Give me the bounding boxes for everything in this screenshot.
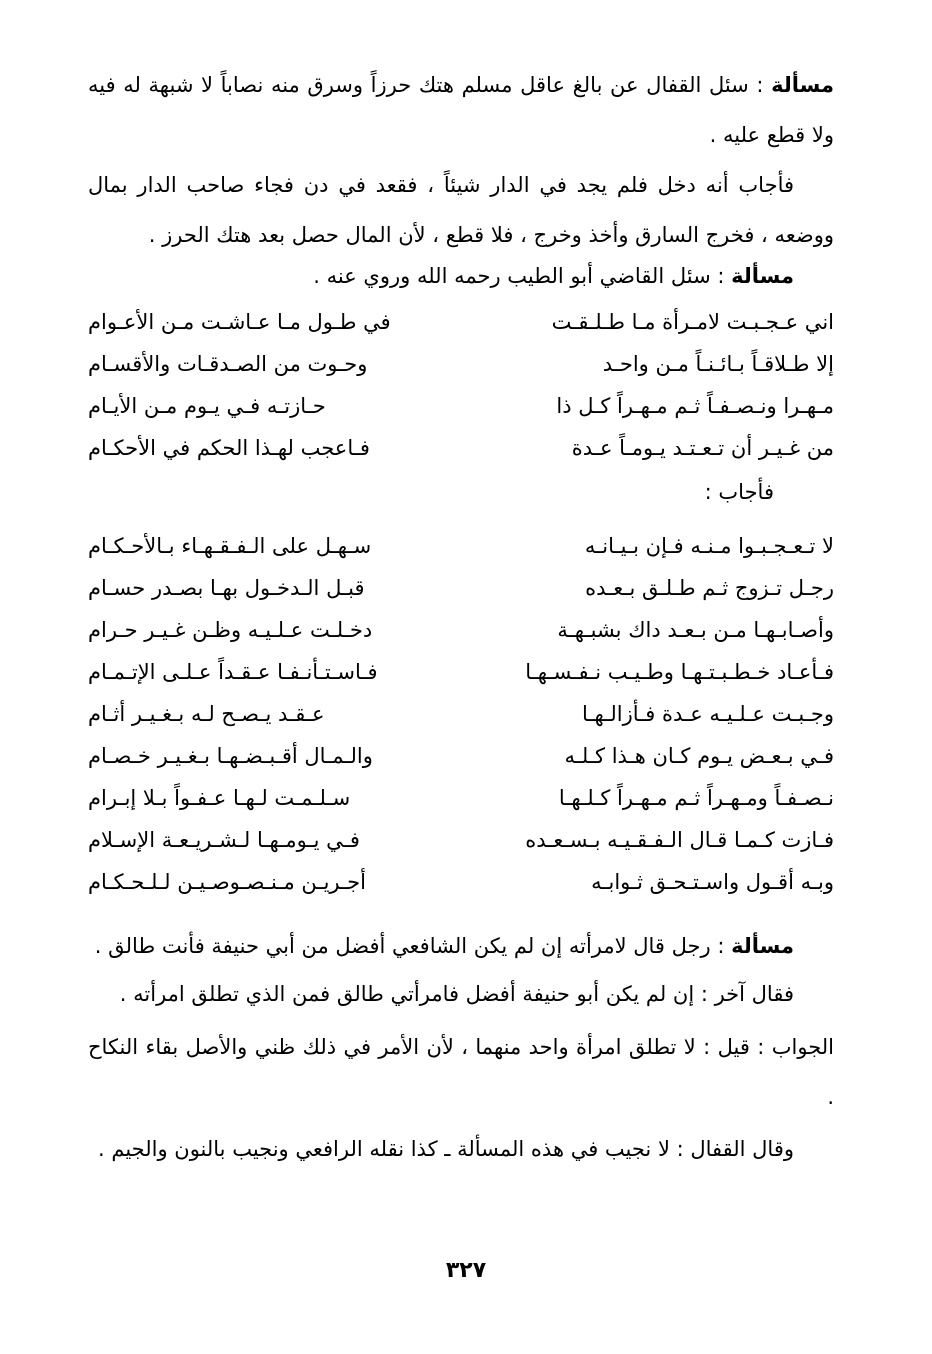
paragraph-text: : سئل القاضي أبو الطيب رحمه الله وروي عنه . (313, 264, 732, 288)
paragraph-text: فقال آخر : إن لم يكن أبو حنيفة أفضل فامرأتي طالق فمن الذي تطلق امرأته . (119, 982, 794, 1006)
verse-second-hemistich: حـازتـه فـي يـوم مـن الأيـام (88, 394, 326, 418)
issue-paragraph-2 (88, 256, 834, 296)
verse-second-hemistich: فـاعجب لهـذا الحكم في الأحكـام (88, 436, 370, 460)
verse-row (88, 778, 834, 818)
verse-first-hemistich: فـي بـعـض يـوم كـان هـذا كـلـه (564, 744, 834, 768)
verse-second-hemistich: والـمـال أقـبـضـهـا بـغـيـر خـصـام (88, 744, 373, 768)
verse-first-hemistich: رجـل تـزوج ثـم طـلـق بـعـده (585, 576, 834, 600)
verse-second-hemistich: في طـول مـا عـاشـت مـن الأعـوام (88, 310, 391, 334)
verse-first-hemistich: فـأعـاد خـطـبـتـهـا وطـيـب نـفـسـهـا (525, 660, 834, 684)
verse-second-hemistich: فـي يـومـهـا لـشـريـعـة الإسـلام (88, 828, 360, 852)
issue-keyword: مسألة (771, 73, 834, 97)
verse-second-hemistich: قبـل الـدخـول بهـا بصـدر حسـام (88, 576, 365, 600)
verse-second-hemistich: أجـريـن مـنـصـوصـيـن لـلـحـكـام (88, 870, 366, 894)
verse-second-hemistich: سـلـمـت لـهـا عـفـواً بـلا إبـرام (88, 786, 351, 810)
issue-keyword: مسألة (731, 264, 794, 288)
paragraph-text: : رجل قال لامرأته إن لم يكن الشافعي أفضل من أبي حنيفة فأنت طالق . (94, 934, 732, 958)
verse-second-hemistich: عـقـد يـصـح لـه بـغـيـر أثـام (88, 702, 325, 726)
verse-row (88, 610, 834, 650)
verse-row (88, 386, 834, 426)
verse-row (88, 652, 834, 692)
poem-question (88, 302, 834, 462)
verse-second-hemistich: دخـلـت عـلـيـه وظـن غـيـر حـرام (88, 618, 373, 642)
verse-second-hemistich: سـهـل على الـفـقـهـاء بـالأحـكـام (88, 534, 372, 558)
verse-row (88, 568, 834, 608)
issue-paragraph-1 (88, 60, 834, 160)
verse-first-hemistich: وأصـابـهـا مـن بـعـد داك بشبـهـة (557, 618, 834, 642)
verse-first-hemistich: وبـه أقـول واسـتـحـق ثـوابـه (591, 870, 834, 894)
verse-first-hemistich: إلا طـلاقـاً بـائـنـاً مـن واحـد (602, 352, 834, 376)
qaffal-paragraph (88, 1124, 834, 1174)
verse-row (88, 302, 834, 342)
verse-first-hemistich: من غـيـر أن تـعـتـد يـومـاً عـدة (571, 436, 834, 460)
verse-second-hemistich: فـاسـتـأنـفـا عـقـداً عـلـى الإتـمـام (88, 660, 378, 684)
verse-row (88, 428, 834, 468)
verse-second-hemistich: وحـوت من الصـدقـات والأقسـام (88, 352, 368, 376)
paragraph-text: وقال القفال : لا نجيب في هذه المسألة ـ كذا نقله الرافعي ونجيب بالنون والجيم . (98, 1137, 794, 1161)
answer-label: فأجاب : (704, 480, 774, 504)
answer-paragraph-1 (88, 160, 834, 260)
reply-paragraph (88, 974, 834, 1014)
poem-answer (88, 526, 834, 906)
page-number: ٣٢٧ (445, 1258, 487, 1283)
verse-first-hemistich: فـازت كـمـا قـال الـفـقـيـه بـسـعـده (525, 828, 834, 852)
verse-first-hemistich: نـصـفـاً ومـهـراً ثـم مـهـراً كـلـهـا (558, 786, 834, 810)
paragraph-text: : سئل القفال عن بالغ عاقل مسلم هتك حرزاً وسرق منه نصاباً لا شبهة له فيه ولا قطع عليه . (88, 73, 834, 147)
verse-row (88, 736, 834, 776)
verse-row (88, 526, 834, 566)
verse-first-hemistich: مـهـرا ونـصـفـاً ثـم مـهـراً كـل ذا (556, 394, 834, 418)
paragraph-text: فأجاب أنه دخل فلم يجد في الدار شيئاً ، فقعد في دن فجاء صاحب الدار بمال ووضعه ، فخرج السارق وأخذ وخرج ، فلا قطع ، لأن المال حصل بعد هتك الحرز . (88, 173, 834, 247)
answer-paragraph-2 (88, 1022, 834, 1122)
verse-row (88, 694, 834, 734)
issue-paragraph-3 (88, 926, 834, 966)
verse-row (88, 820, 834, 860)
verse-row (88, 344, 834, 384)
paragraph-text: الجواب : قيل : لا تطلق امرأة واحد منهما ، لأن الأمر في ذلك ظني والأصل بقاء النكاح . (88, 1035, 834, 1109)
verse-first-hemistich: وجـبـت عـلـيـه عـدة فـأزالـهـا (582, 702, 834, 726)
issue-keyword: مسألة (731, 934, 794, 958)
verse-first-hemistich: لا تـعـجـبـوا مـنـه فـإن بـيـانـه (584, 534, 834, 558)
verse-first-hemistich: اني عـجـبـت لامـرأة مـا طـلـقـت (551, 310, 834, 334)
verse-row (88, 862, 834, 902)
